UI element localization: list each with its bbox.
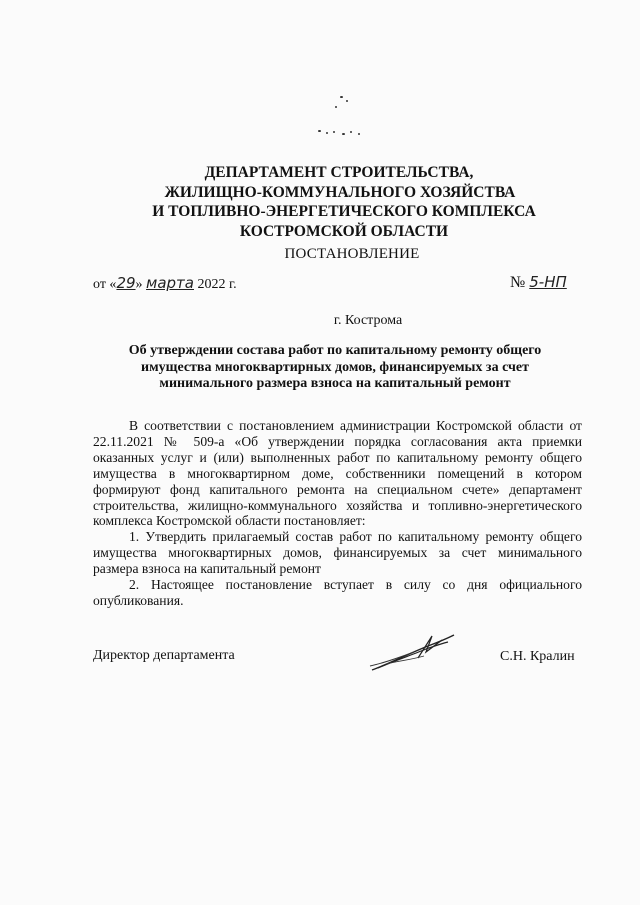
body-paragraph: 1. Утвердить прилагаемый состав работ по капитальному ремонту общего имущества многоквартирных домов, финансируемых за счет минимального размера взноса на капитальный ремонт [93, 529, 582, 577]
number-prefix: № [510, 274, 530, 291]
document-title: Об утверждении состава работ по капитальному ремонту общего имущества многоквартирных домов, финансируемых за счет минимального размера взноса на капитальный ремонт [128, 343, 542, 391]
number-value: 5-НП [529, 273, 567, 291]
document-type: ПОСТАНОВЛЕНИЕ [284, 246, 420, 262]
date-year: 2022 г. [194, 277, 237, 292]
department-line: И ТОПЛИВНО-ЭНЕРГЕТИЧЕСКОГО КОМПЛЕКСА [152, 203, 536, 220]
department-line: ЖИЛИЩНО-КОММУНАЛЬНОГО ХОЗЯЙСТВА [164, 183, 516, 201]
handwritten-signature [368, 630, 458, 680]
document-date [93, 274, 237, 293]
document-body [93, 418, 582, 609]
signatory-position: Директор департамента [93, 648, 235, 663]
department-line: КОСТРОМСКОЙ ОБЛАСТИ [239, 222, 449, 240]
body-paragraph: В соответствии с постановлением администрации Костромской области от 22.11.2021 № 509-а «Об утверждении порядка согласования акта приемки оказанных услуг и (или) выполненных работ по капитальному ремонту общего имущества в многоквартирном доме, собственники помещений в котором формируют фонд капитального ремонта на специальном счете» департамент строительства, жилищно-коммунального хозяйства и топливно-энергетического комплекса Костромской области постановляет: [93, 418, 582, 529]
department-name [0, 163, 640, 241]
date-prefix: от « [93, 277, 117, 292]
body-paragraph: 2. Настоящее постановление вступает в силу со дня официального опубликования. [93, 577, 582, 608]
document-city: г. Кострома [333, 313, 403, 328]
date-mid: » [135, 277, 147, 292]
document-number [510, 273, 567, 292]
date-month: марта [146, 274, 194, 292]
date-day: 29 [116, 274, 136, 292]
signatory-name: С.Н. Кралин [500, 649, 575, 664]
department-line: ДЕПАРТАМЕНТ СТРОИТЕЛЬСТВА, [204, 164, 474, 181]
